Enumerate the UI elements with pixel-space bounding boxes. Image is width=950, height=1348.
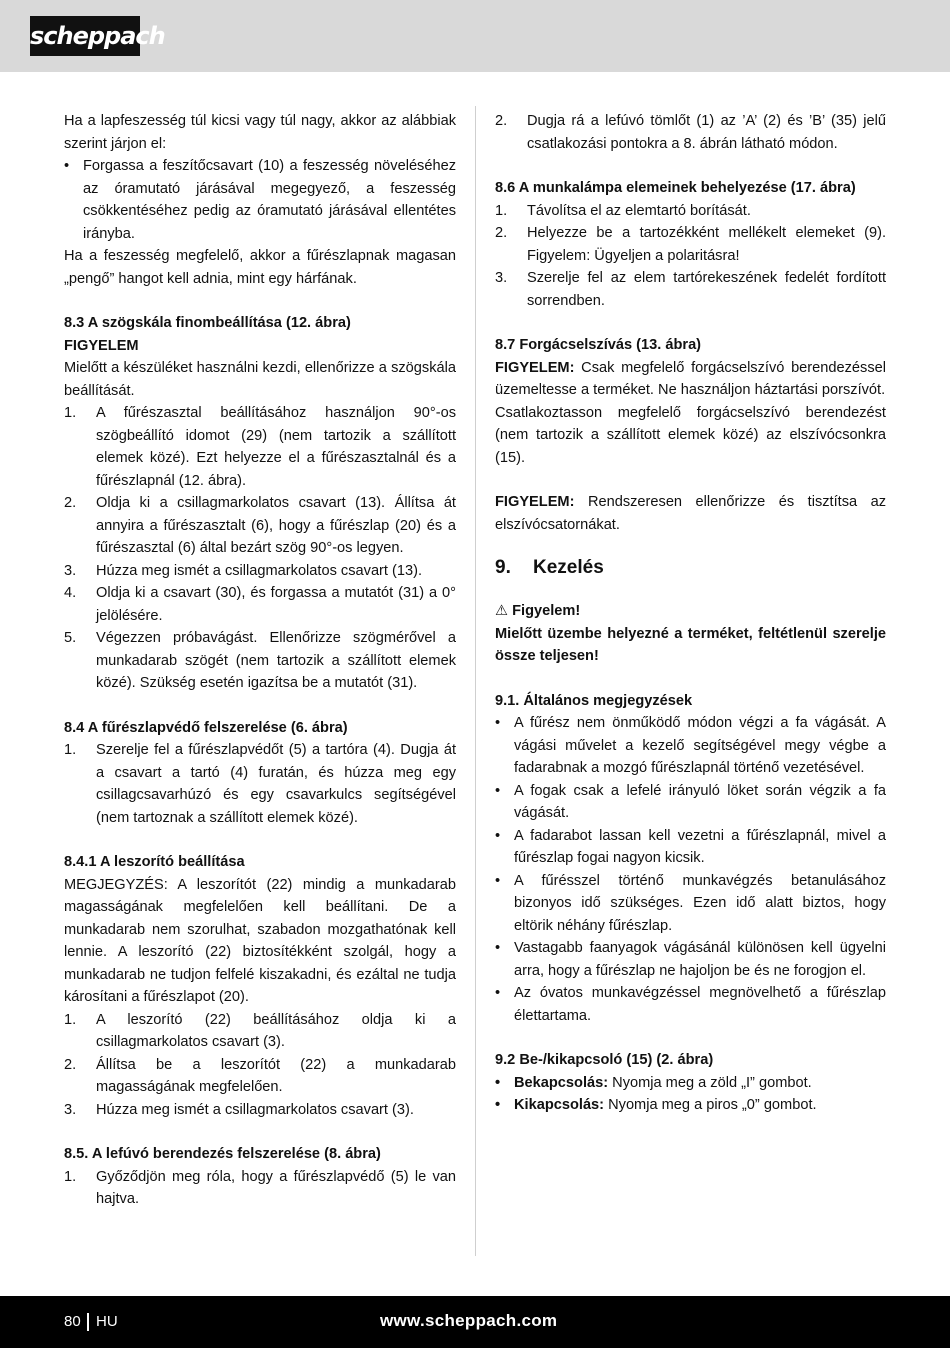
footer-bar [0, 1296, 950, 1348]
bullet-item [495, 780, 886, 825]
switch-text: Nyomja meg a piros „0” gombot. [604, 1097, 817, 1113]
bullet-icon: • [495, 715, 501, 731]
section-8-4-list [64, 739, 456, 829]
section-8-5-list [64, 1166, 456, 1211]
list-item-text: Oldja ki a csillagmarkolatos csavart (13). Állítsa át annyira a fűrészasztalt (6), hogy a fűrészlap (20) és a fűrészasztal (6) által bezárt szög 90°-os legyen. [96, 495, 456, 556]
section-8-7-title: 8.7 Forgácselszívás (13. ábra) [495, 337, 702, 353]
section-8-4-1-title: 8.4.1 A leszorító beállítása [64, 854, 245, 870]
list-item-text: Oldja ki a csavart (30), és forgassa a mutatót (31) a 0° jelölésére. [96, 585, 456, 624]
section-8-6-list [495, 200, 886, 313]
list-item-text: Húzza meg ismét a csillagmarkolatos csavart (13). [96, 562, 423, 579]
list-item-text: Végezzen próbavágást. Ellenőrizze szögmérővel a munkadarab szögét (nem tartozik a szállított elemek közé). Szükség esetén igazítsa be a mutatót (31). [96, 630, 456, 691]
list-item-text: Dugja rá a lefúvó tömlőt (1) az ’A’ (2) és ’B’ (35) jelű csatlakozási pontokra a 8. ábrán látható módon. [527, 113, 886, 152]
section-8-4-1-list [64, 1009, 456, 1122]
switch-item [495, 1072, 886, 1095]
intro-end: Ha a feszesség megfelelő, akkor a fűrészlapnak magasan „pengő” hangot kell adnia, mint egy hárfának. [64, 248, 456, 287]
bullet-text: A fűrésszel történő munkavégzés betanulásához bizonyos idő szükséges. Ezen idő alatt biztos, hogy eltörik néhány fűrészlap. [514, 872, 886, 934]
list-item [495, 200, 886, 223]
list-item [64, 739, 456, 829]
intro-text: Ha a lapfeszesség túl kicsi vagy túl nagy, akkor az alábbiak szerint járjon el: [64, 113, 456, 152]
bullet-icon: • [495, 1097, 501, 1113]
section-8-6-title: 8.6 A munkalámpa elemeinek behelyezése (17. ábra) [495, 180, 856, 196]
bullet-item [495, 937, 886, 982]
language-code: HU [96, 1313, 118, 1330]
list-item-text: A leszorító (22) beállításához oldja ki a csillagmarkolatos csavart (3). [96, 1011, 456, 1050]
bullet-icon: • [495, 827, 501, 844]
bullet-text: Az óvatos munkavégzéssel megnövelhető a fűrészlap élettartama. [514, 985, 886, 1024]
section-8-7-text: Csatlakoztasson megfelelő forgácselszívó berendezést (nem tartozik a szállított elemek közé) az elszívócsonkra (15). [495, 404, 886, 466]
bullet-text: A fogak csak a lefelé irányuló löket során végzik a fa vágását. [514, 782, 886, 821]
list-item-number: 3. [64, 1101, 77, 1118]
list-item-text: Távolítsa el az elemtartó borítását. [527, 202, 751, 219]
bullet-icon: • [495, 1074, 501, 1091]
bullet-icon: • [495, 940, 501, 956]
list-item-number: 1. [495, 202, 508, 219]
list-item [64, 1099, 456, 1122]
list-item-number: 3. [495, 270, 508, 286]
section-8-3-title: 8.3 A szögskála finombeállítása (12. ábra) [64, 315, 351, 331]
section-8-7-warning-2: FIGYELEM: Rendszeresen ellenőrizze és tisztítsa az elszívócsatornákat. [495, 494, 886, 533]
section-8-3-list [64, 402, 456, 695]
bullet-icon: • [64, 158, 70, 174]
section-8-4-title: 8.4 A fűrészlapvédő felszerelése (6. ábra) [64, 719, 348, 736]
list-item-number: 3. [64, 562, 77, 579]
section-8-5-list-cont [495, 110, 886, 155]
list-item-number: 1. [64, 1011, 77, 1028]
list-item-text: Szerelje fel az elem tartórekeszének fedelét fordított sorrendben. [527, 270, 886, 309]
list-item-text: Állítsa be a leszorítót (22) a munkadarab magasságának megfelelően. [96, 1056, 456, 1095]
scheppach-logo: scheppach [30, 16, 140, 56]
list-item-text: Húzza meg ismét a csillagmarkolatos csavart (3). [96, 1101, 414, 1118]
switch-item [495, 1094, 886, 1117]
list-item [495, 110, 886, 155]
section-8-7-warning-1: FIGYELEM: Csak megfelelő forgácselszívó berendezéssel üzemeltesse a terméket. Ne használjon háztartási porszívót. [495, 359, 886, 398]
section-9-1-title: 9.1. Általános megjegyzések [495, 692, 693, 709]
switch-label: Kikapcsolás: [514, 1097, 605, 1113]
section-9-2-title: 9.2 Be-/kikapcsoló (15) (2. ábra) [495, 1052, 714, 1068]
list-item-number: 5. [64, 630, 77, 646]
list-item [495, 222, 886, 267]
website-link[interactable]: www.scheppach.com [380, 1311, 558, 1330]
list-item [64, 1166, 456, 1211]
list-item [495, 267, 886, 312]
switch-text: Nyomja meg a zöld „I” gombot. [608, 1074, 812, 1091]
list-item-number: 1. [64, 405, 77, 421]
section-8-4-1-text: MEGJEGYZÉS: A leszorítót (22) mindig a munkadarab magasságának megfelelően kell beállítani. De a munkadarab nem szorulhat, szabadon mozgathatónak kell lennie. A leszorító (22) biztosítékként szolgál, hogy a munkadarab ne tudjon felfelé kiszakadni, és ezáltal ne tudja károsítani a fűrészlapot (20). [64, 876, 456, 1005]
list-item-number: 1. [64, 1168, 77, 1185]
bullet-item [495, 825, 886, 870]
intro-bullet: • Forgassa a feszítőcsavart (10) a feszesség növeléséhez az óramutató járásával megegyező, a feszesség csökkentéséhez pedig az óramutató járásával ellentétes irányba. [64, 155, 456, 245]
bullet-item [495, 712, 886, 780]
list-item [64, 582, 456, 627]
bullet-text: A fadarabot lassan kell vezetni a fűrészlapnál, mivel a fűrészlap fogai nagyon kicsik. [514, 827, 886, 866]
bullet-text: Vastagabb faanyagok vágásánál különösen kell ügyelni arra, hogy a fűrészlap ne hajoljon be és ne forogjon el. [514, 940, 886, 979]
list-item-number: 2. [64, 1056, 77, 1073]
list-item-text: Szerelje fel a fűrészlapvédőt (5) a tartóra (4). Dugja át a csavart a tartó (4) furatán, és húzza meg egy csillagcsavarhúzó és egy csavarkulcs segítségével (nem tartoznak a szállított elemek közé). [96, 742, 456, 826]
section-9-1-bullets [495, 712, 886, 1027]
section-9-title: 9. Kezelés [495, 557, 604, 578]
list-item-number: 2. [64, 495, 77, 511]
list-item-number: 1. [64, 742, 77, 758]
list-item-text: A fűrészasztal beállításához használjon 90°-os szögbeállító idomot (29) (nem tartozik a szállított elemek közé). Ezt helyezze el a fűrészasztalnál és a fűrészlapnál (12. ábra). [96, 405, 456, 489]
section-8-5-title: 8.5. A lefúvó berendezés felszerelése (8. ábra) [64, 1146, 381, 1162]
section-8-3-warning: FIGYELEM [64, 337, 139, 354]
column-divider [475, 106, 476, 1256]
list-item-number: 2. [495, 113, 508, 129]
bullet-item [495, 870, 886, 938]
section-9-warning-text: Mielőtt üzembe helyezné a terméket, feltétlenül szerelje össze teljesen! [495, 625, 886, 664]
warning-icon: ⚠ [495, 603, 509, 619]
bullet-text: A fűrész nem önműködő módon végzi a fa vágását. A vágási művelet a kezelő segítségével megy végbe a fadarabnak a mozgó fűrészlapnál történő vezetésével. [514, 715, 886, 776]
header-bar [0, 0, 950, 72]
section-8-3-text: Mielőtt a készüléket használni kezdi, ellenőrizze a szögskála beállítását. [64, 360, 456, 399]
bullet-icon: • [495, 872, 501, 889]
list-item [64, 1054, 456, 1099]
list-item-number: 2. [495, 225, 508, 241]
list-item-text: Helyezze be a tartozékként mellékelt elemeket (9). Figyelem: Ügyeljen a polaritásra! [527, 225, 886, 264]
switch-label: Bekapcsolás: [514, 1074, 609, 1091]
bullet-icon: • [495, 782, 501, 799]
page-number: 80 [64, 1313, 81, 1330]
list-item [64, 492, 456, 560]
list-item [64, 627, 456, 695]
list-item [64, 402, 456, 492]
bullet-icon: • [495, 985, 501, 1001]
list-item-number: 4. [64, 585, 77, 601]
left-column [64, 110, 456, 1211]
list-item [64, 560, 456, 583]
footer-separator [87, 1313, 89, 1331]
list-item [64, 1009, 456, 1054]
section-9-warning: ⚠ Figyelem! [495, 603, 581, 619]
list-item-text: Győződjön meg róla, hogy a fűrészlapvédő (5) le van hajtva. [96, 1168, 456, 1207]
right-column [495, 110, 886, 1117]
section-9-2-list [495, 1072, 886, 1117]
bullet-item [495, 982, 886, 1027]
